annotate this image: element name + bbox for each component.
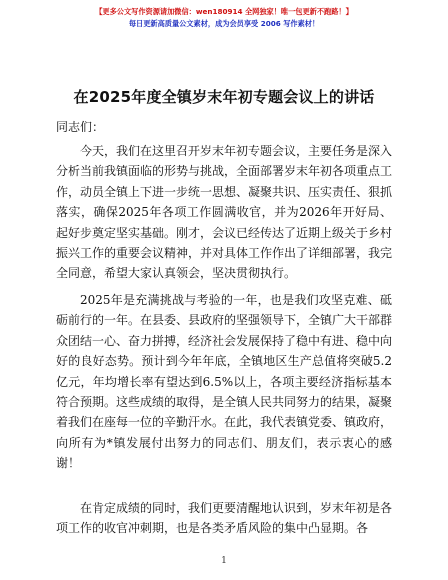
page-number: 1 — [221, 556, 227, 566]
body-paragraph-1: 今天，我们在这里召开岁末年初专题会议，主要任务是深入分析当前我镇面临的形势与挑战，全面部署岁末年初各项重点工作，动员全镇上下进一步统一思想、凝聚共识、压实责任、狠抓落实，确保2025年各项工作圆满收官，并为2026年开好局、起好步奠定坚实基础。刚才，会议已经传达了近期上级关于乡村振兴工作的重要会议精神，并对具体工作作出了详细部署，我完全同意，希望大家认真领会，坚决贯彻执行。 — [56, 144, 393, 281]
promo-banner-line-2: 每日更新高质量公文素材，成为会员享受 2006 写作素材！ — [128, 19, 320, 28]
promo-banner-line-1: 【更多公文写作资源请加微信：wen180914 全网独家！唯一包更新不跑路！】 — [95, 7, 353, 16]
document-title: 在2025年度全镇岁末年初专题会议上的讲话 — [73, 88, 375, 106]
salutation: 同志们： — [56, 120, 105, 134]
body-paragraph-2: 2025年是充满挑战与考验的一年，也是我们攻坚克难、砥砺前行的一年。在县委、县政府的坚强领导下，全镇广大干部群众团结一心、奋力拼搏，经济社会发展保持了稳中有进、稳中向好的良好态势。预计到今年年底，全镇地区生产总值将突破5.2亿元，年均增长率有望达到6.5%以上，各项主要经济指标基本符合预期。这些成绩的取得，是全镇人民共同努力的结果，凝聚着我们在座每一位的辛勤汗水。在此，我代表镇党委、镇政府，向所有为*镇发展付出努力的同志们、朋友们，表示衷心的感谢！ — [56, 293, 393, 471]
body-paragraph-3: 在肯定成绩的同时，我们更要清醒地认识到，岁末年初是各项工作的收官冲刺期，也是各类矛盾风险的集中凸显期。各 — [56, 501, 393, 536]
promo-banner — [0, 6, 448, 30]
